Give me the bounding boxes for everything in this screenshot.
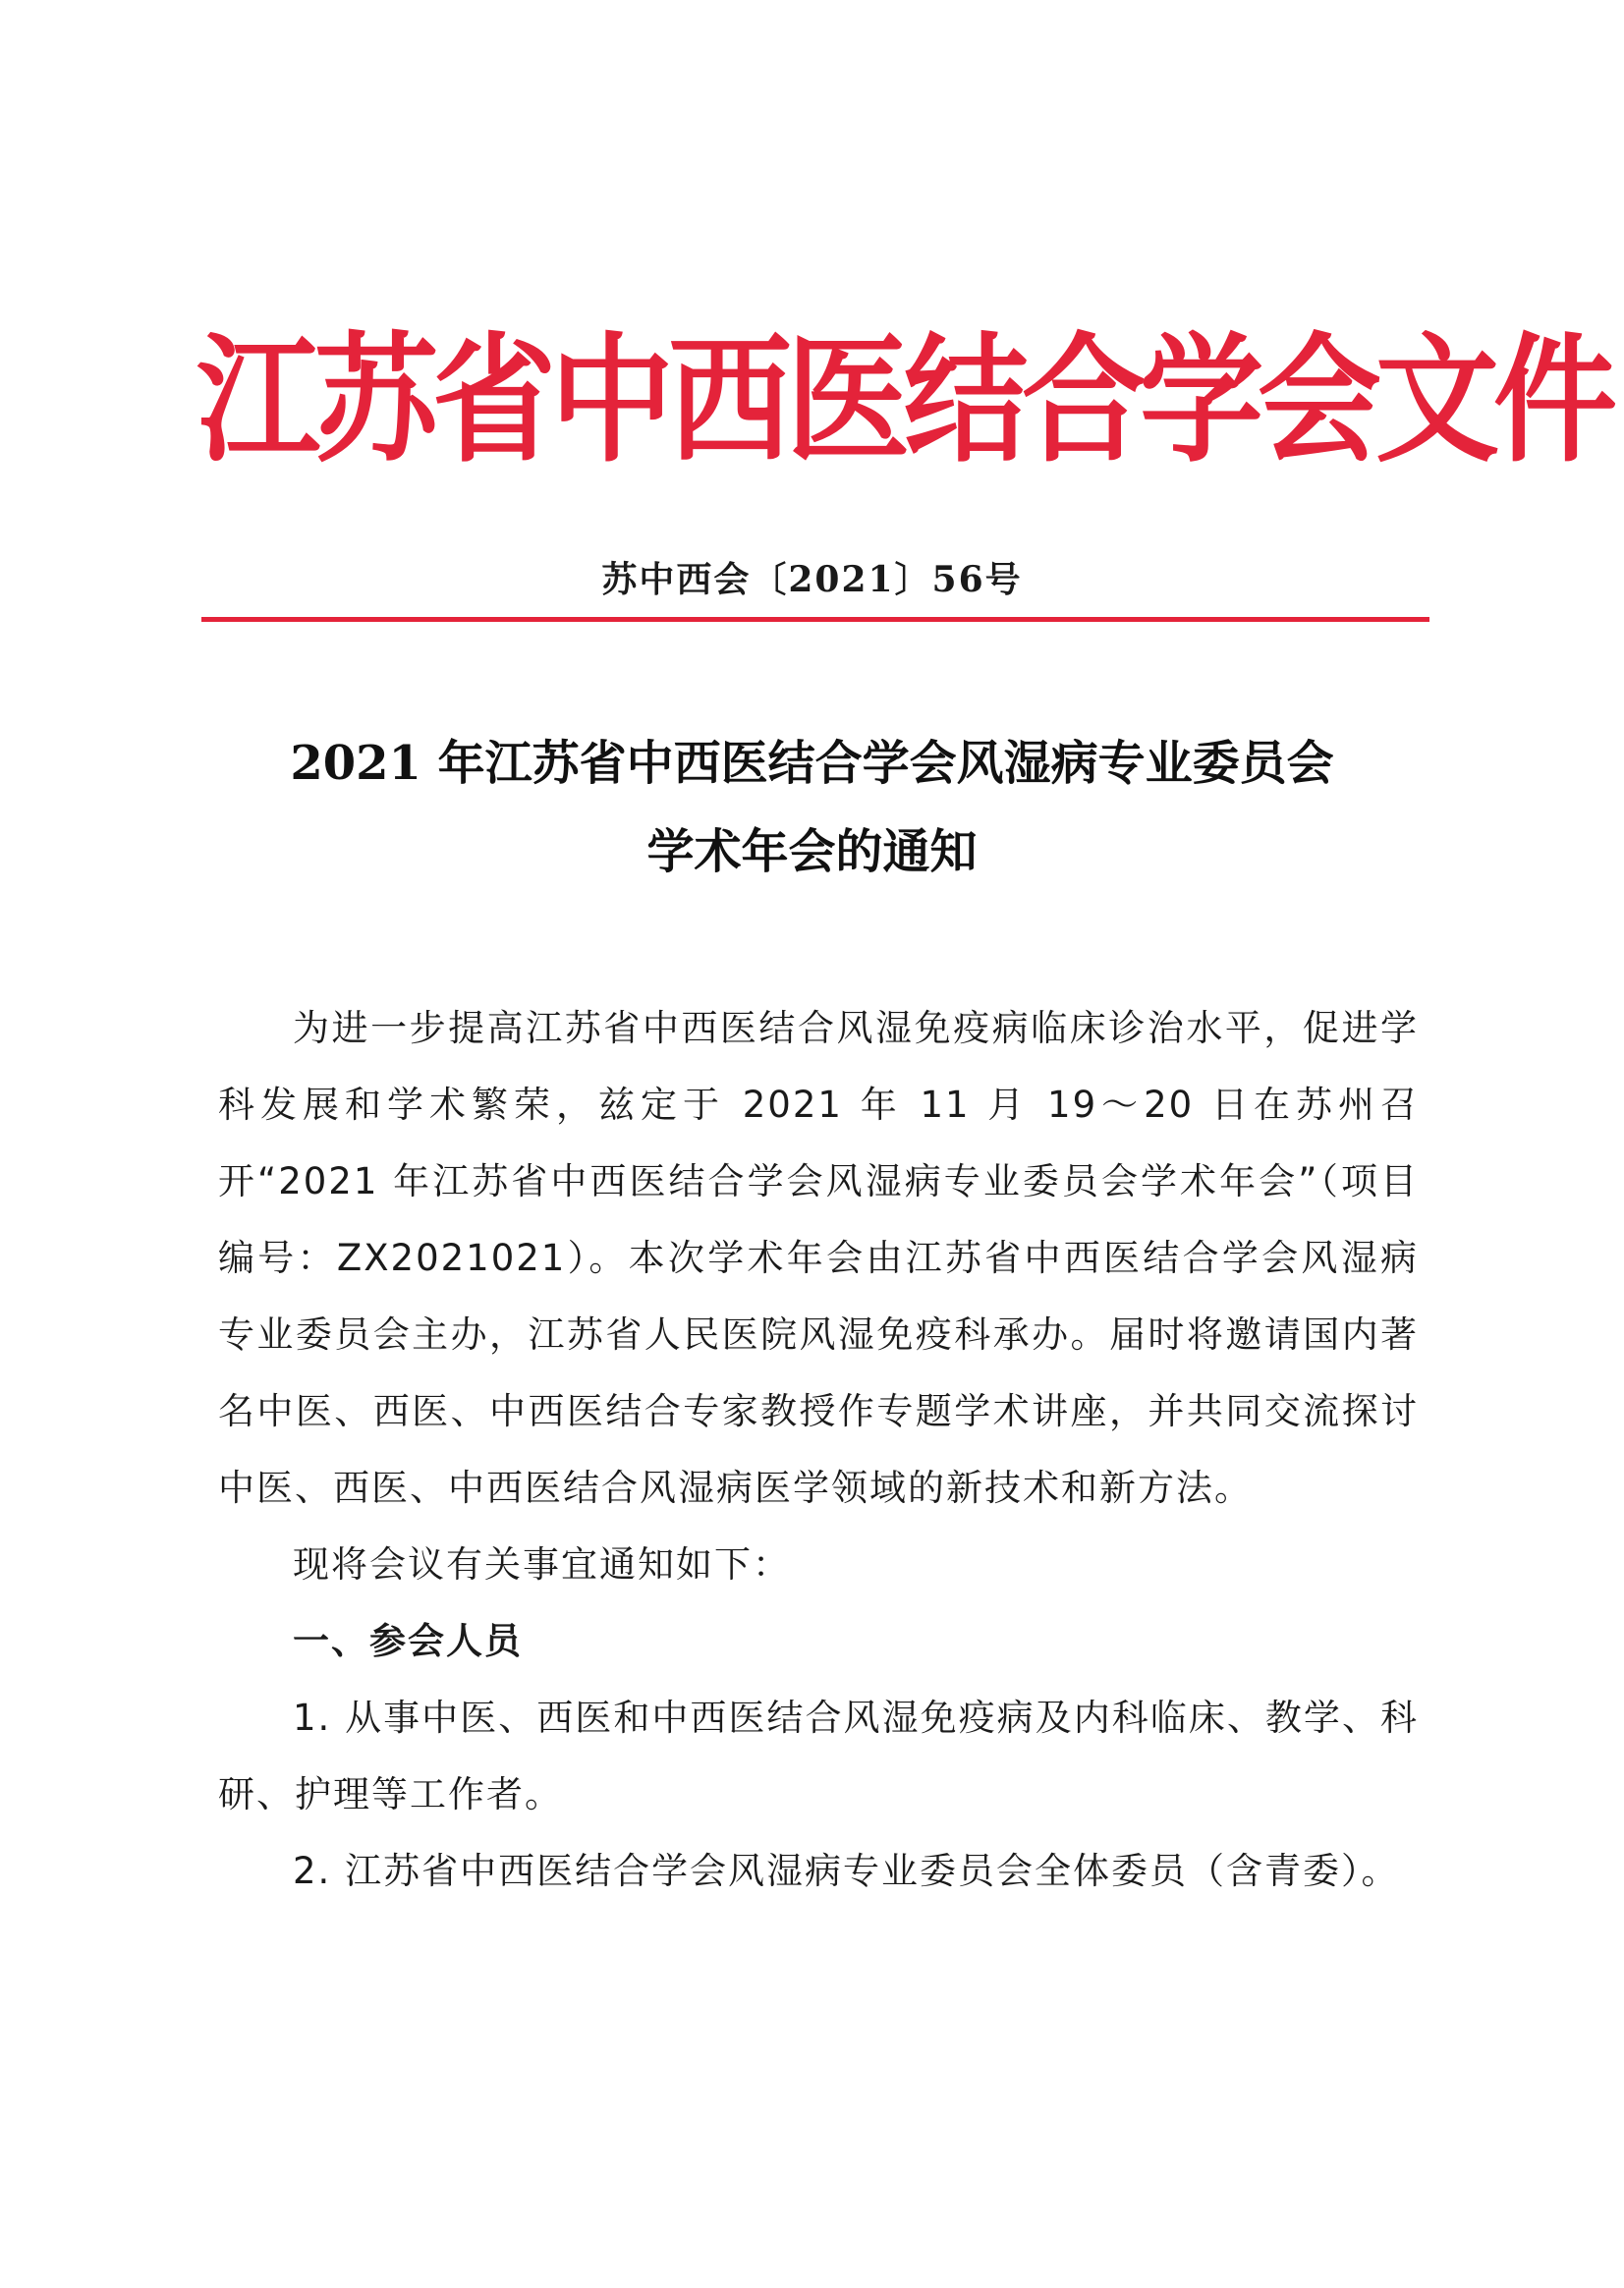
attendee-item-1: 1. 从事中医、西医和中西医结合风湿免疫病及内科临床、教学、科研、护理等工作者。 [218, 1697, 1419, 1815]
notice-title-line-2: 学术年会的通知 [646, 824, 978, 879]
document-number: 苏中西会〔2021〕56号 [601, 559, 1023, 600]
section-heading-attendees: 一、参会人员 [293, 1620, 523, 1662]
attendee-item-2: 2. 江苏省中西医结合学会风湿病专业委员会全体委员（含青委）。 [293, 1850, 1400, 1892]
intro-paragraph: 为进一步提高江苏省中西医结合风湿免疫病临床诊治水平，促进学科发展和学术繁荣，兹定于 2021 年 11 月 19～20 日在苏州召开“2021 年江苏省中西医结合学会风湿病专业委员会学术年会”（项目编号：ZX2021021）。本次学术年会由江苏省中西医结合学会风湿病专业委员会主办，江苏省人民医院风湿免疫科承办。届时将邀请国内著名中医、西医、中西医结合专家教授作专题学术讲座，并共同交流探讨中医、西医、中西医结合风湿病医学领域的新技术和新方法。 [218, 1007, 1419, 1509]
notice-title [0, 719, 1624, 896]
lead-paragraph: 现将会议有关事宜通知如下： [293, 1543, 791, 1586]
org-header-title: 江苏省中西医结合学会文件 [196, 318, 1611, 481]
red-divider-line [201, 617, 1429, 622]
notice-body [218, 990, 1419, 1910]
notice-title-line-1: 2021 年江苏省中西医结合学会风湿病专业委员会 [290, 736, 1334, 791]
